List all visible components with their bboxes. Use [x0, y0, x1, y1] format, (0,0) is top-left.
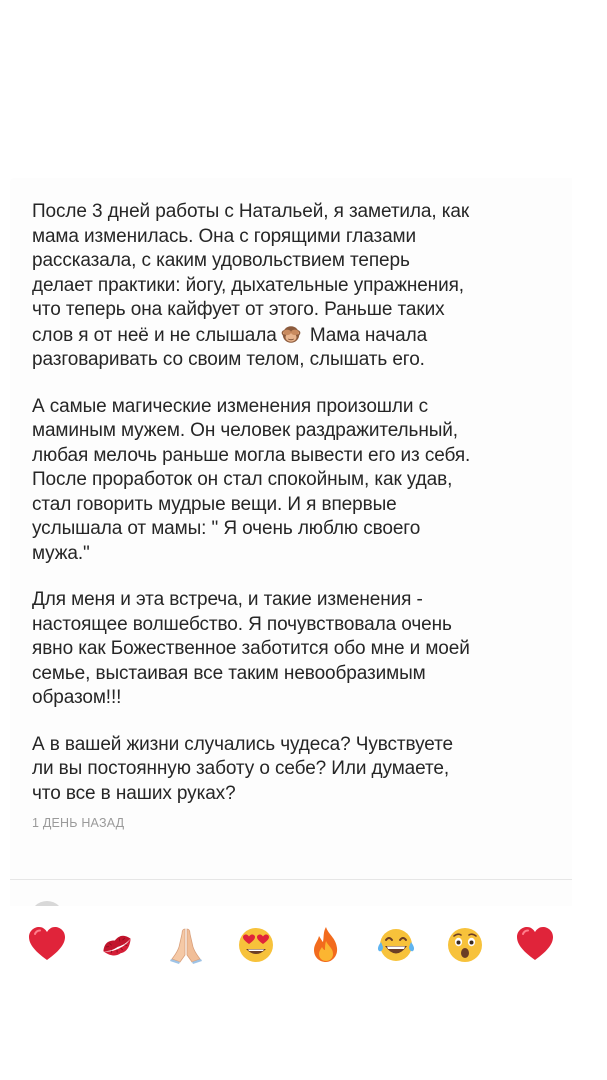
reaction-fire[interactable] [303, 922, 349, 968]
reaction-red-heart-1[interactable] [24, 922, 70, 968]
caption-paragraph-4: А в вашей жизни случались чудеса? Чувствуете ли вы постоянную заботу о себе? Или думаете, что все в наших руках? [32, 733, 453, 804]
caption-paragraph-1-start: После 3 дней работы с Натальей, я заметила, как мама изменилась. Она с горящими глазами рассказала, с каким удовольствием теперь делает практики: йогу, дыхательные упражнения, что теперь она кайфует от этого. Раньше таких слов я от неё и не слышала [32, 201, 470, 346]
caption-paragraph-2: А самые магические изменения произошли с маминым мужем. Он человек раздражительный, любая мелочь раньше могла вывести его из себя. После проработок он стал спокойным, как удав, стал говорить мудрые вещи. И я впервые услышала от мамы: " Я очень люблю своего мужа." [32, 395, 471, 564]
red-heart-icon [27, 925, 67, 965]
see-no-evil-monkey-icon [280, 323, 302, 345]
reaction-folded-hands[interactable] [163, 922, 209, 968]
astonished-face-icon [445, 925, 485, 965]
kiss-mark-icon [97, 925, 137, 965]
post-caption-card [10, 178, 572, 978]
folded-hands-icon [166, 925, 206, 965]
caption-paragraph-1 [32, 200, 552, 373]
post-timestamp: 1 ДЕНЬ НАЗАД [32, 816, 125, 830]
red-heart-icon [515, 925, 555, 965]
caption-paragraph-3: Для меня и эта встреча, и такие изменения - настоящее волшебство. Я почувствовала очень явно как Божественное заботится обо мне и моей семье, выстаивая все таким невообразимым образом!!! [32, 589, 470, 708]
reaction-red-heart-2[interactable] [512, 922, 558, 968]
caption-divider [10, 879, 572, 880]
caption-text [32, 200, 552, 830]
quick-reactions-bar [10, 906, 572, 984]
caption-paragraph-1-end: Мама начала разговаривать со своим телом, слышать его. [32, 324, 428, 370]
reaction-kiss-mark[interactable] [94, 922, 140, 968]
tears-of-joy-face-icon [376, 925, 416, 965]
reaction-heart-eyes[interactable] [233, 922, 279, 968]
heart-eyes-face-icon [236, 925, 276, 965]
reaction-astonished[interactable] [442, 922, 488, 968]
fire-icon [306, 925, 346, 965]
reaction-tears-of-joy[interactable] [373, 922, 419, 968]
